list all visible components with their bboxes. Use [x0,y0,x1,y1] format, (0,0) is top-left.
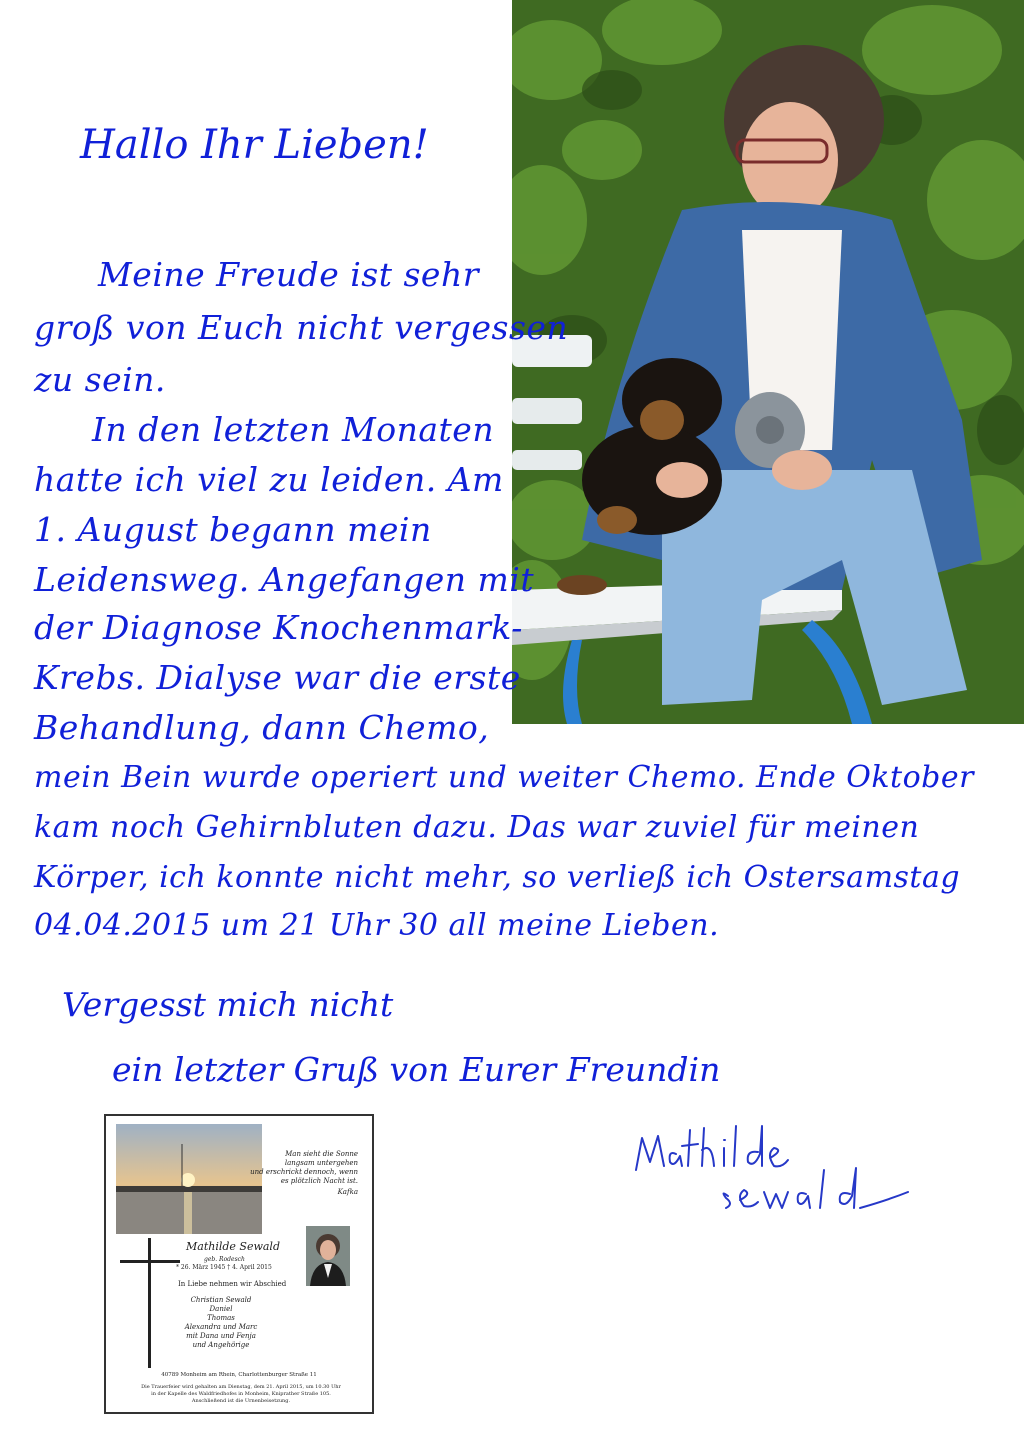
closing-line-1: Vergesst mich nicht [62,985,394,1024]
life-dates: * 26. März 1945 † 4. April 2015 [176,1264,272,1271]
letter-line: 04.04.2015 um 21 Uhr 30 all meine Lieben. [34,908,720,943]
deceased-portrait [306,1226,350,1286]
letter-line: Meine Freude ist sehr [98,255,479,294]
family-address: 40789 Monheim am Rhein, Charlottenburger Straße 11 [161,1372,317,1378]
letter-line: mein Bein wurde operiert und weiter Chemo. Ende Oktober [34,760,974,795]
farewell-text: In Liebe nehmen wir Abschied [178,1280,287,1288]
letter-heading: Hallo Ihr Lieben! [80,122,429,168]
letter-line: zu sein. [34,360,166,399]
letter-line: Behandlung, dann Chemo, [34,708,490,747]
letter-line: hatte ich viel zu leiden. Am [34,460,504,499]
closing-line-2: ein letzter Gruß von Eurer Freundin [112,1050,721,1089]
obituary-notice [104,1114,374,1414]
handwritten-signature [628,1110,928,1220]
deceased-name: Mathilde Sewald [186,1240,280,1253]
sunset-image [116,1124,262,1234]
obituary-quote: Man sieht die Sonne langsam untergehen und erschrickt dennoch, wenn es plötzlich Nacht ist. Kafka [248,1150,358,1197]
quote-author: Kafka [337,1188,358,1196]
letter-line: 1. August begann mein [34,510,432,549]
mourners-list: Christian Sewald Daniel Thomas Alexandra und Marc mit Dana und Fenja und Angehörige [184,1296,258,1349]
letter-line: Leidensweg. Angefangen mit [34,560,535,599]
letter-line: Krebs. Dialyse war die erste [34,658,521,697]
letter-line: der Diagnose Knochenmark- [34,608,523,647]
letter-line: Körper, ich konnte nicht mehr, so verließ ich Ostersamstag [34,860,961,895]
letter-line: groß von Euch nicht vergessen [34,308,569,347]
letter-line: In den letzten Monaten [92,410,495,449]
birth-name: geb. Rodesch [204,1256,245,1263]
funeral-details: Die Trauerfeier wird gehalten am Dienstag, dem 21. April 2015, um 10.30 Uhr in der Kapelle des Waldfriedhofes in Monheim, Kniprather Straße 105. Anschließend ist die Urnenbeisetzung. [141,1384,341,1404]
letter-line: kam noch Gehirnbluten dazu. Das war zuviel für meinen [34,810,920,845]
portrait-photo [512,0,1024,724]
